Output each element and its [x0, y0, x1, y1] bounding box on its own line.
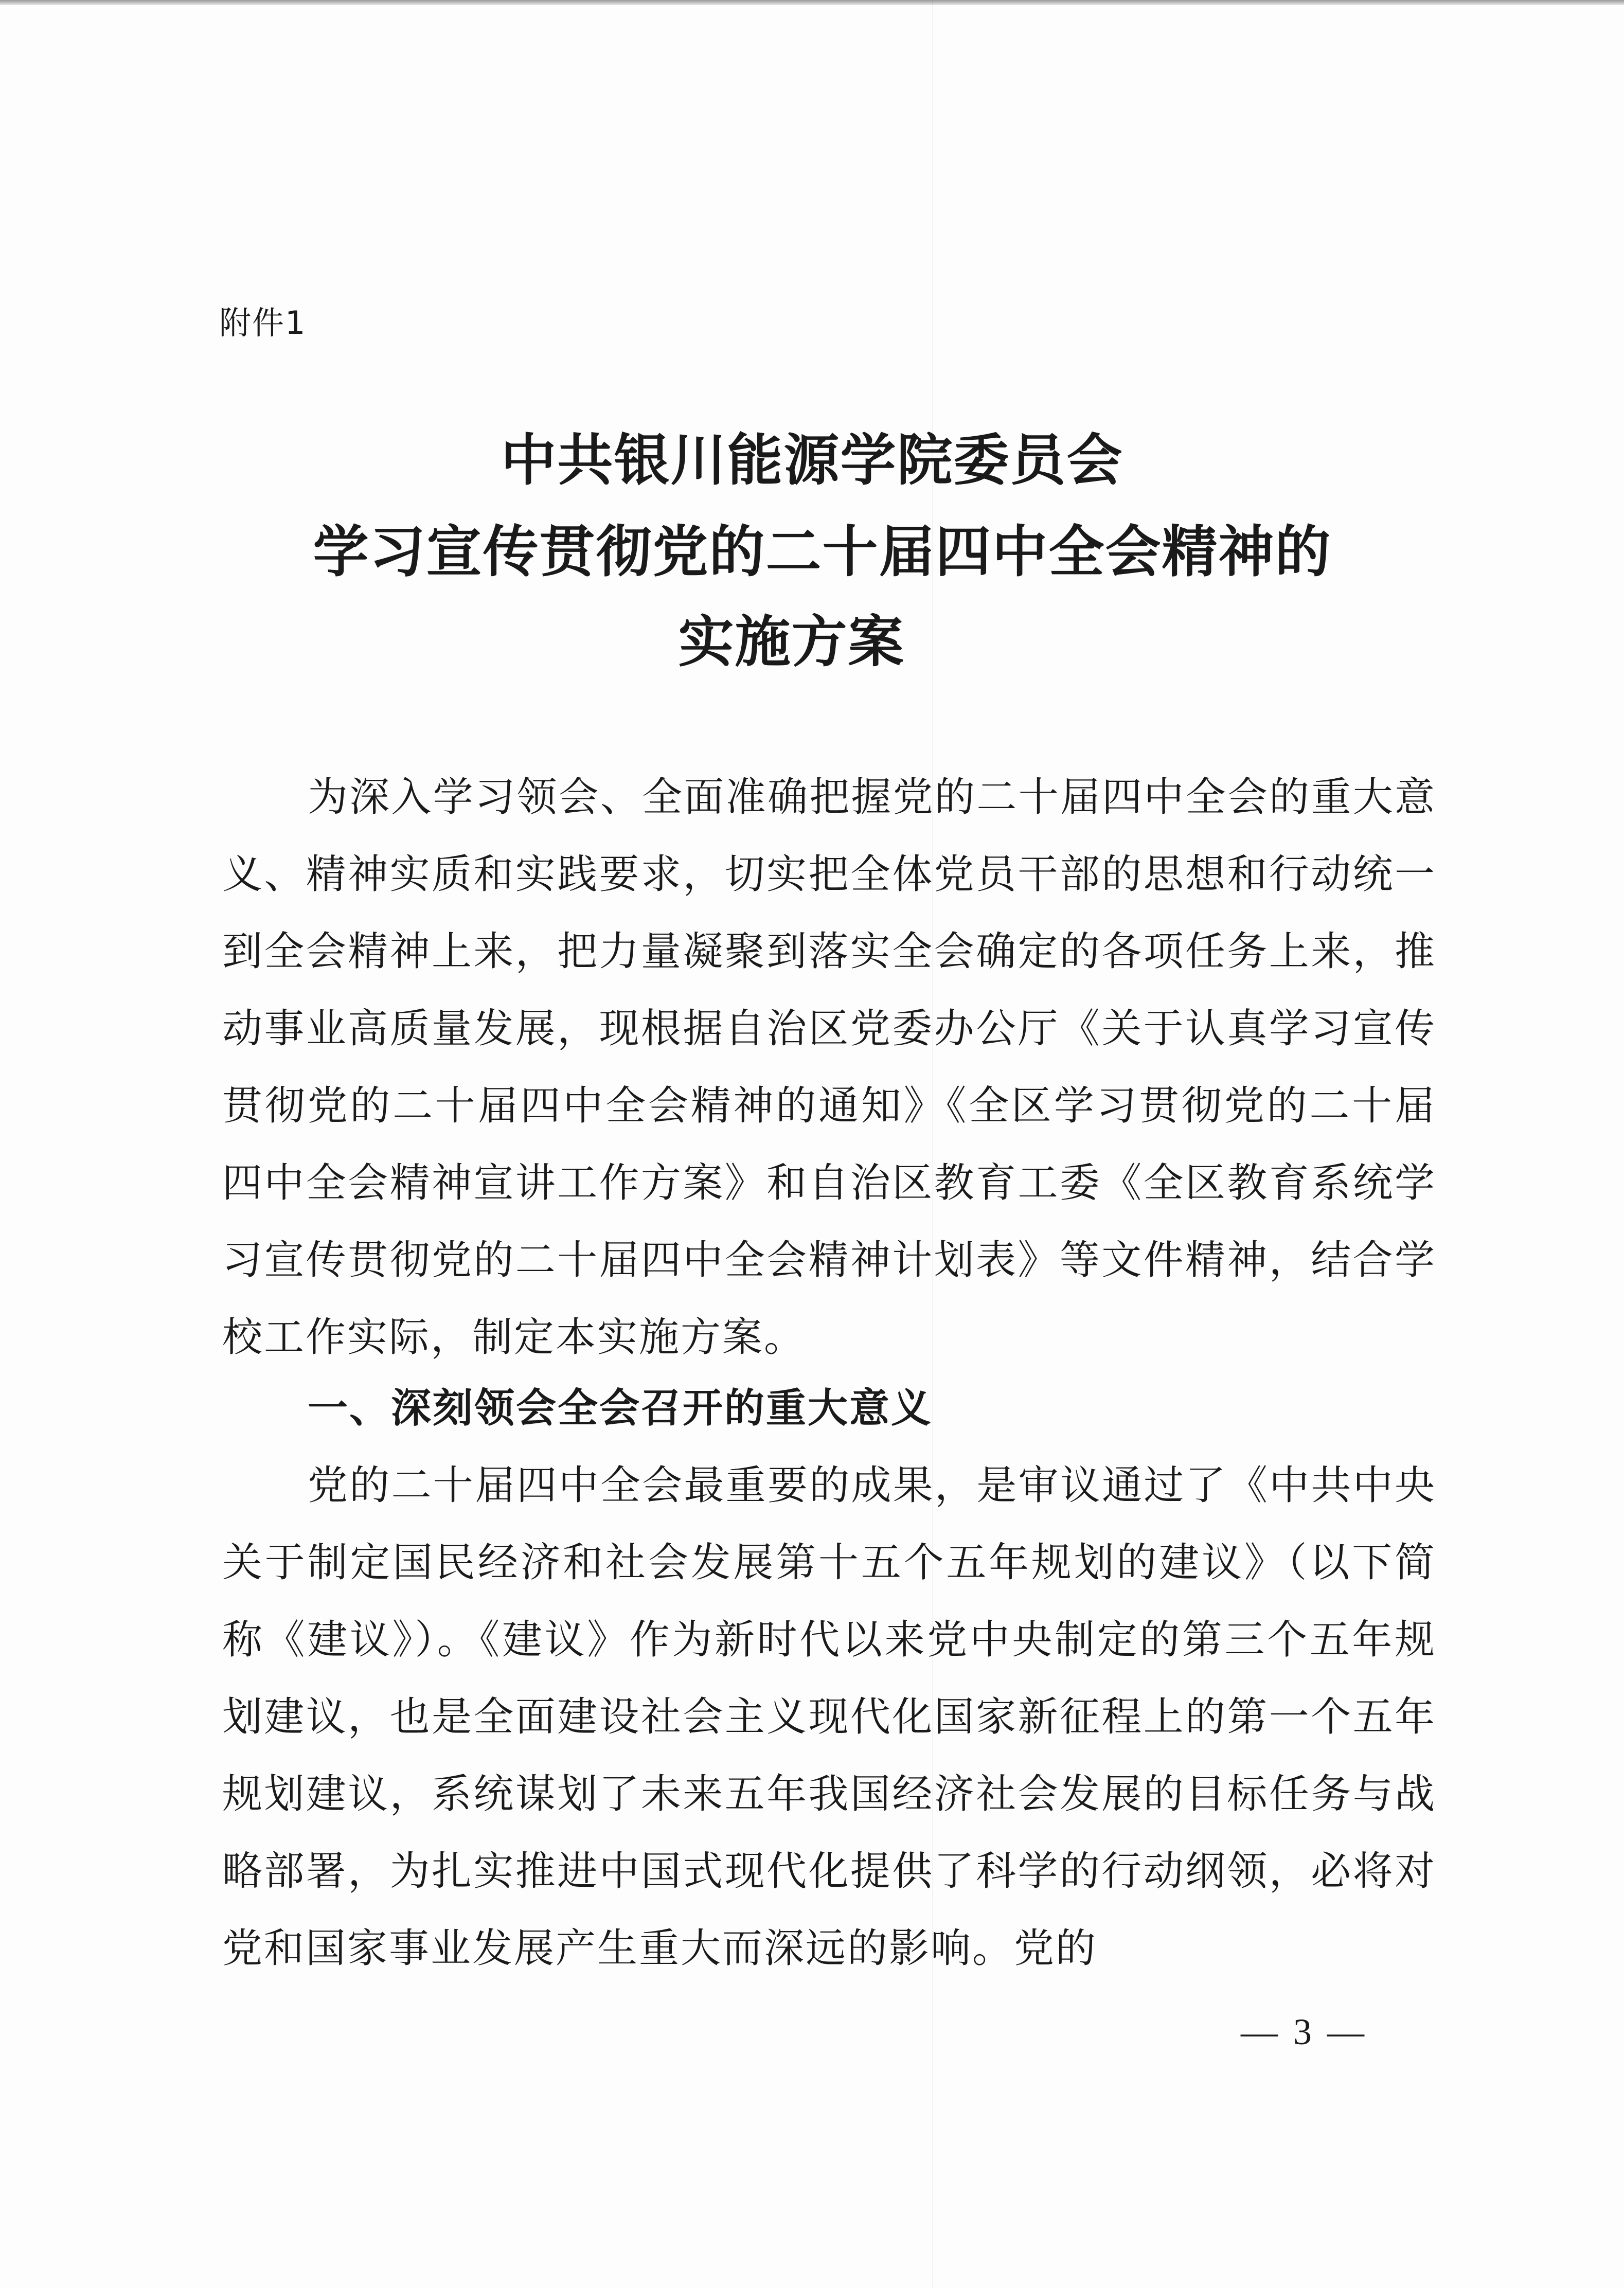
document-title-line-1: 中共银川能源学院委员会: [501, 428, 1123, 493]
page-number: — 3 —: [1241, 2011, 1367, 2052]
document-title-line-2: 学习宣传贯彻党的二十届四中全会精神的: [313, 520, 1332, 584]
intro-paragraph: 为深入学习领会、全面准确把握党的二十届四中全会的重大意义、精神实质和实践要求，切实把全体党员干部的思想和行动统一到全会精神上来，把力量凝聚到落实全会确定的各项任务上来，推动事业高质量发展，现根据自治区党委办公厅《关于认真学习宣传贯彻党的二十届四中全会精神的通知》《全区学习贯彻党的二十届四中全会精神宣讲工作方案》和自治区教育工委《全区教育系统学习宣传贯彻党的二十届四中全会精神计划表》等文件精神，结合学校工作实际，制定本实施方案。: [222, 774, 1436, 1361]
attachment-label: 附件1: [219, 304, 307, 342]
section-heading-1: 一、深刻领会全会召开的重大意义: [308, 1385, 933, 1432]
scan-top-edge: [0, 0, 1624, 5]
section-1-paragraph: 党的二十届四中全会最重要的成果，是审议通过了《中共中央关于制定国民经济和社会发展第十五个五年规划的建议》（以下简称《建议》）。《建议》作为新时代以来党中央制定的第三个五年规划建议，也是全面建设社会主义现代化国家新征程上的第一个五年规划建议，系统谋划了未来五年我国经济社会发展的目标任务与战略部署，为扎实推进中国式现代化提供了科学的行动纲领，必将对党和国家事业发展产生重大而深远的影响。党的: [222, 1462, 1436, 1972]
document-title-line-3: 实施方案: [678, 610, 905, 674]
